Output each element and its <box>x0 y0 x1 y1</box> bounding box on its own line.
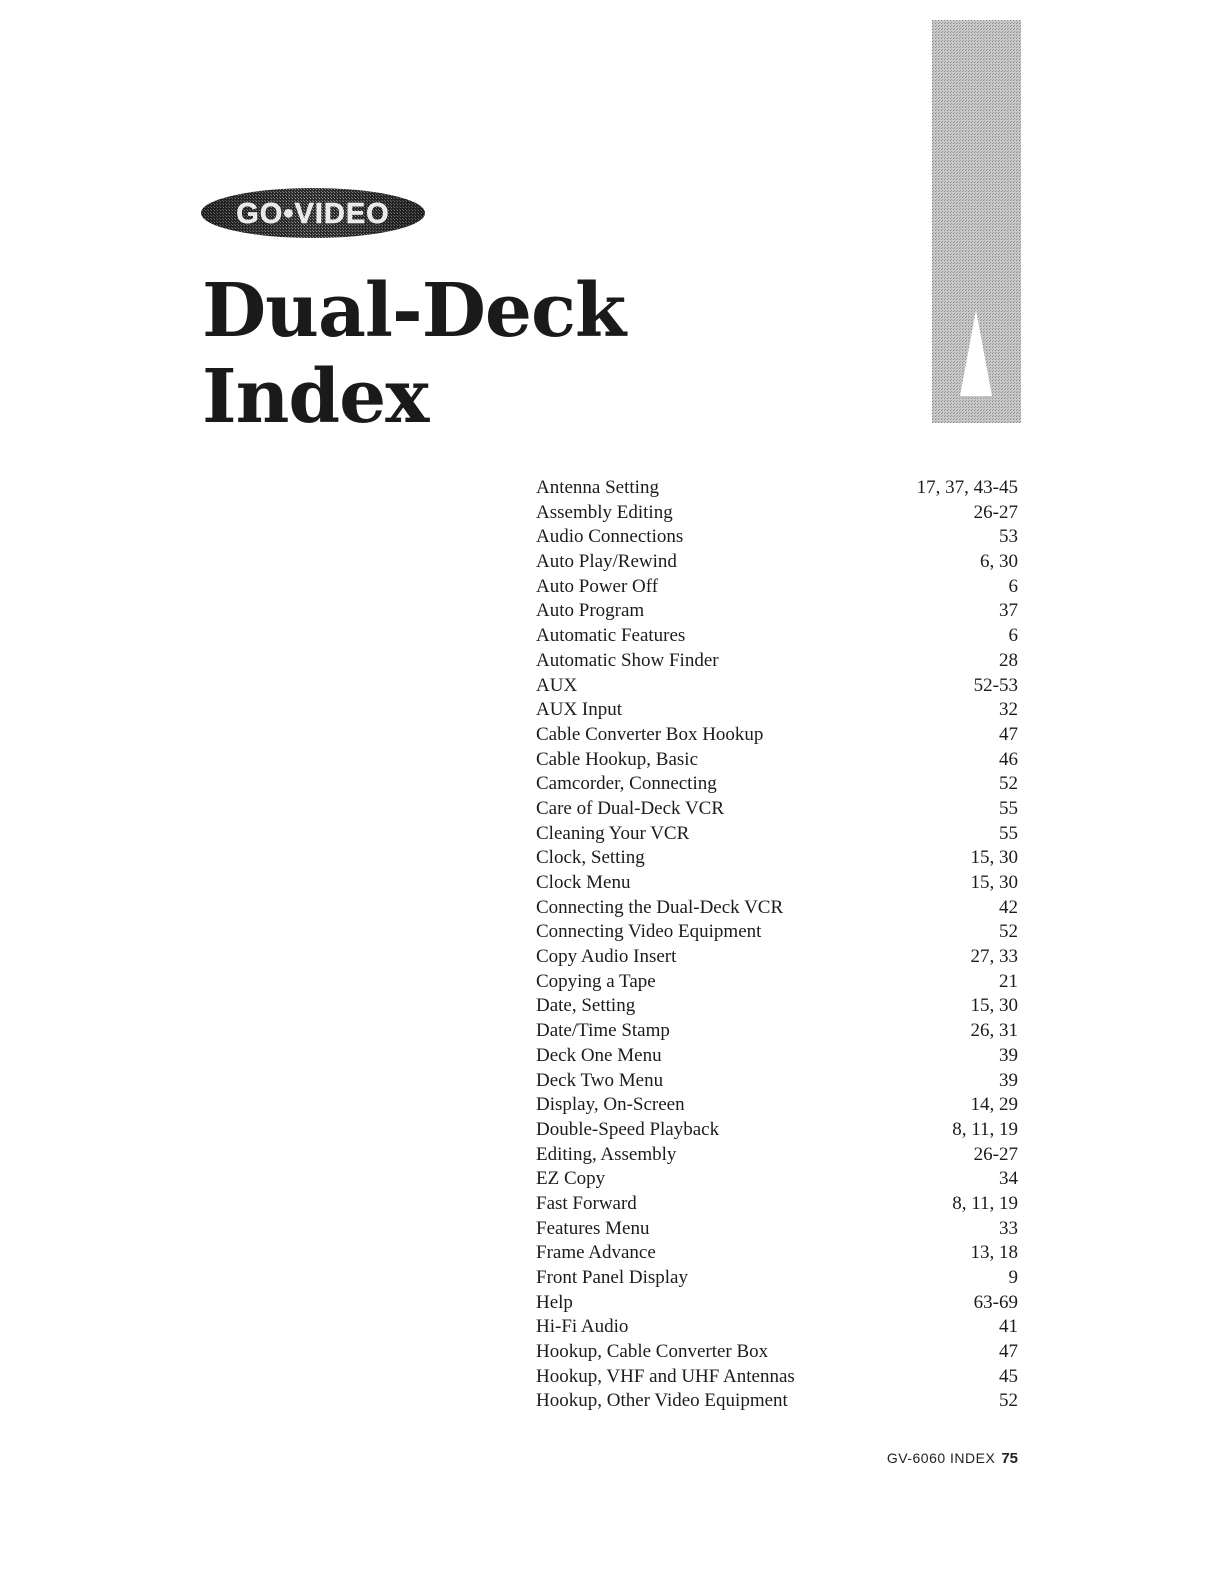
index-entry <box>536 550 1018 575</box>
index-pages: 21 <box>999 970 1018 992</box>
index-pages: 6, 30 <box>980 551 1018 573</box>
index-term: Copy Audio Insert <box>536 946 677 968</box>
index-entry <box>536 871 1018 896</box>
index-entry <box>536 525 1018 550</box>
index-pages: 41 <box>999 1316 1018 1338</box>
index-term: Hookup, Other Video Equipment <box>536 1390 788 1412</box>
index-entry <box>536 1143 1018 1168</box>
index-pages: 15, 30 <box>970 995 1018 1017</box>
index-pages: 15, 30 <box>970 872 1018 893</box>
index-term: Deck Two Menu <box>536 1069 664 1091</box>
index-term: Deck One Menu <box>536 1044 662 1066</box>
index-pages: 32 <box>999 699 1018 721</box>
index-pages: 26-27 <box>973 1143 1018 1165</box>
index-term: Display, On-Screen <box>536 1094 685 1116</box>
index-term: Connecting the Dual-Deck VCR <box>536 896 784 918</box>
index-entry <box>536 723 1018 748</box>
index-term: AUX Input <box>536 699 623 721</box>
index-entry <box>536 476 1018 501</box>
index-entry <box>536 1217 1018 1242</box>
title-line-2: Index <box>202 354 429 440</box>
index-pages: 39 <box>999 1044 1018 1066</box>
logo-text: GO•VIDEO <box>236 198 390 230</box>
index-pages: 47 <box>999 1341 1018 1363</box>
index-term: Auto Power Off <box>536 575 659 597</box>
index-entry <box>536 797 1018 822</box>
index-term: Fast Forward <box>536 1192 637 1214</box>
footer-label: GV-6060 INDEX <box>886 1450 996 1466</box>
index-pages: 27, 33 <box>970 946 1018 968</box>
index-entry <box>536 624 1018 649</box>
index-pages: 53 <box>999 526 1018 548</box>
index-entry <box>536 822 1018 847</box>
index-term: Help <box>536 1291 573 1313</box>
index-term: Date, Setting <box>536 995 636 1017</box>
index-term: Cleaning Your VCR <box>536 822 690 844</box>
index-entry <box>536 1266 1018 1291</box>
section-tab-graphic <box>932 20 1021 423</box>
index-entry <box>536 575 1018 600</box>
title-line-1: Dual-Deck <box>202 268 626 354</box>
index-entry <box>536 501 1018 526</box>
index-term: Frame Advance <box>536 1242 656 1264</box>
index-pages: 52 <box>999 921 1018 943</box>
index-entry <box>536 1241 1018 1266</box>
index-term: Connecting Video Equipment <box>536 921 762 943</box>
index-pages: 14, 29 <box>970 1094 1018 1116</box>
index-pages: 55 <box>999 797 1018 819</box>
index-entry <box>536 1389 1018 1414</box>
index-entry <box>536 945 1018 970</box>
page-number: 75 <box>1001 1450 1018 1467</box>
index-entry <box>536 1044 1018 1069</box>
index-term: Automatic Features <box>536 625 686 647</box>
page-footer <box>887 1450 1018 1467</box>
index-term: Automatic Show Finder <box>536 649 719 671</box>
index-entry <box>536 772 1018 797</box>
index-term: Hi-Fi Audio <box>536 1316 629 1338</box>
index-term: Auto Play/Rewind <box>536 551 677 573</box>
index-term: Editing, Assembly <box>536 1143 677 1165</box>
index-term: Front Panel Display <box>536 1267 688 1288</box>
page-title <box>202 268 625 440</box>
index-pages: 52-53 <box>973 674 1018 696</box>
index-pages: 52 <box>999 1390 1018 1412</box>
index-entry <box>536 698 1018 723</box>
index-entry <box>536 970 1018 995</box>
index-entry <box>536 1019 1018 1044</box>
index-term: Double-Speed Playback <box>536 1118 720 1140</box>
index-pages: 39 <box>999 1069 1018 1091</box>
index-pages: 13, 18 <box>970 1242 1018 1264</box>
index-pages: 9 <box>1008 1267 1018 1288</box>
index-term: Care of Dual-Deck VCR <box>536 797 725 819</box>
index-pages: 8, 11, 19 <box>952 1118 1018 1140</box>
index-pages: 33 <box>999 1217 1018 1239</box>
index-entry <box>536 649 1018 674</box>
index-term: Assembly Editing <box>536 501 673 523</box>
index-pages: 63-69 <box>973 1291 1018 1313</box>
index-term: Hookup, VHF and UHF Antennas <box>536 1365 795 1387</box>
index-term: Cable Converter Box Hookup <box>536 723 764 745</box>
index-term: AUX <box>536 674 578 696</box>
index-pages: 26-27 <box>973 501 1018 523</box>
index-pages: 34 <box>999 1168 1018 1190</box>
index-entry <box>536 1069 1018 1094</box>
index-pages: 47 <box>999 723 1018 745</box>
index-entry <box>536 748 1018 773</box>
index-term: Cable Hookup, Basic <box>536 748 699 770</box>
index-term: EZ Copy <box>536 1168 606 1190</box>
index-pages: 37 <box>999 600 1018 622</box>
index-entry <box>536 920 1018 945</box>
index-entry <box>536 1340 1018 1365</box>
go-video-logo <box>199 186 427 240</box>
index-pages: 6 <box>1008 575 1018 597</box>
index-pages: 42 <box>999 896 1018 918</box>
index-entry <box>536 994 1018 1019</box>
index-pages: 28 <box>999 649 1018 671</box>
index-pages: 46 <box>999 748 1018 770</box>
index-entry <box>536 1093 1018 1118</box>
index-entry <box>536 1365 1018 1390</box>
index-entry <box>536 896 1018 921</box>
index-pages: 52 <box>999 773 1018 795</box>
index-term: Features Menu <box>536 1217 650 1239</box>
index-pages: 45 <box>999 1365 1018 1387</box>
index-list <box>536 476 1018 1414</box>
index-pages: 55 <box>999 822 1018 844</box>
index-entry <box>536 1291 1018 1316</box>
index-entry <box>536 1118 1018 1143</box>
index-entry <box>536 1315 1018 1340</box>
index-entry <box>536 1167 1018 1192</box>
index-pages: 6 <box>1008 625 1018 647</box>
index-pages: 26, 31 <box>970 1020 1018 1042</box>
index-term: Antenna Setting <box>536 477 659 498</box>
index-term: Clock Menu <box>536 872 631 893</box>
index-entry <box>536 674 1018 699</box>
index-pages: 8, 11, 19 <box>952 1192 1018 1214</box>
index-pages: 17, 37, 43-45 <box>916 477 1018 498</box>
index-entry <box>536 1192 1018 1217</box>
index-entry <box>536 846 1018 871</box>
index-term: Hookup, Cable Converter Box <box>536 1341 769 1363</box>
index-term: Camcorder, Connecting <box>536 773 717 795</box>
index-entry <box>536 599 1018 624</box>
logo-graphic <box>199 186 427 240</box>
index-pages: 15, 30 <box>970 847 1018 869</box>
index-term: Audio Connections <box>536 526 684 548</box>
index-term: Clock, Setting <box>536 847 645 869</box>
index-term: Date/Time Stamp <box>536 1020 670 1042</box>
index-term: Copying a Tape <box>536 970 656 992</box>
index-term: Auto Program <box>536 600 645 622</box>
section-tab <box>932 20 1021 423</box>
